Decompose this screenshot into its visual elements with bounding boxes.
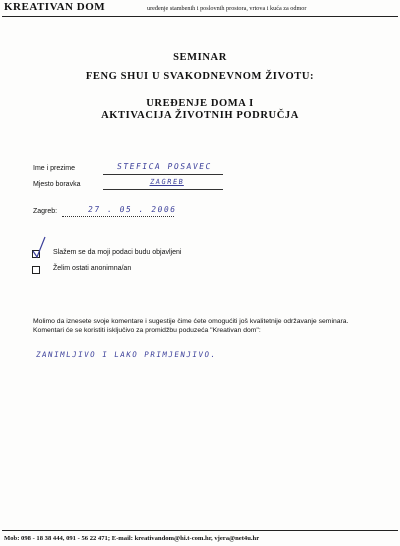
anonymous-label: Želim ostati anonimna/an [53, 265, 132, 272]
date-value[interactable]: 27 . 05 . 2006 [87, 205, 178, 214]
publish-consent-label: Slažem se da moji podaci budu objavljeni [53, 249, 182, 256]
header-divider [2, 16, 398, 17]
seminar-subtitle-1: UREĐENJE DOMA I [146, 98, 254, 109]
name-value[interactable]: STEFICA POSAVEC [116, 162, 213, 171]
date-underline [62, 216, 174, 218]
brand-name: KREATIVAN DOM [4, 1, 106, 13]
name-underline [103, 174, 223, 175]
comment-text[interactable]: ZANIMLJIVO I LAKO PRIMJENJIVO. [35, 350, 218, 359]
brand-tagline: uređenje stambenih i poslovnih prostora, vrtova i kuća za odmor [147, 5, 307, 12]
checkmark-icon [30, 235, 48, 259]
residence-label: Mjesto boravka [33, 181, 81, 188]
footer-contact: Mob: 098 - 18 38 444, 091 - 56 22 471; E-mail: kreativandom@hi.t-com.hr, vjera@net4u.hr [4, 535, 260, 542]
date-label: Zagreb: [33, 208, 58, 215]
residence-value[interactable]: ZAGREB [149, 178, 185, 186]
name-label: Ime i prezime [33, 165, 76, 172]
seminar-title: FENG SHUI U SVAKODNEVNOM ŽIVOTU: [85, 71, 315, 82]
anonymous-checkbox[interactable] [32, 266, 40, 274]
seminar-heading: SEMINAR [173, 52, 227, 63]
footer-divider [2, 530, 398, 531]
seminar-subtitle-2: AKTIVACIJA ŽIVOTNIH PODRUČJA [101, 110, 299, 121]
residence-underline [103, 189, 223, 190]
comments-instructions: Molimo da iznesete svoje komentare i sugestije čime ćete omogućiti još kvalitetnije održavanje seminara. Komentari će se koristiti isključivo za promidžbu poduzeća "Kreativan dom": [33, 318, 349, 334]
